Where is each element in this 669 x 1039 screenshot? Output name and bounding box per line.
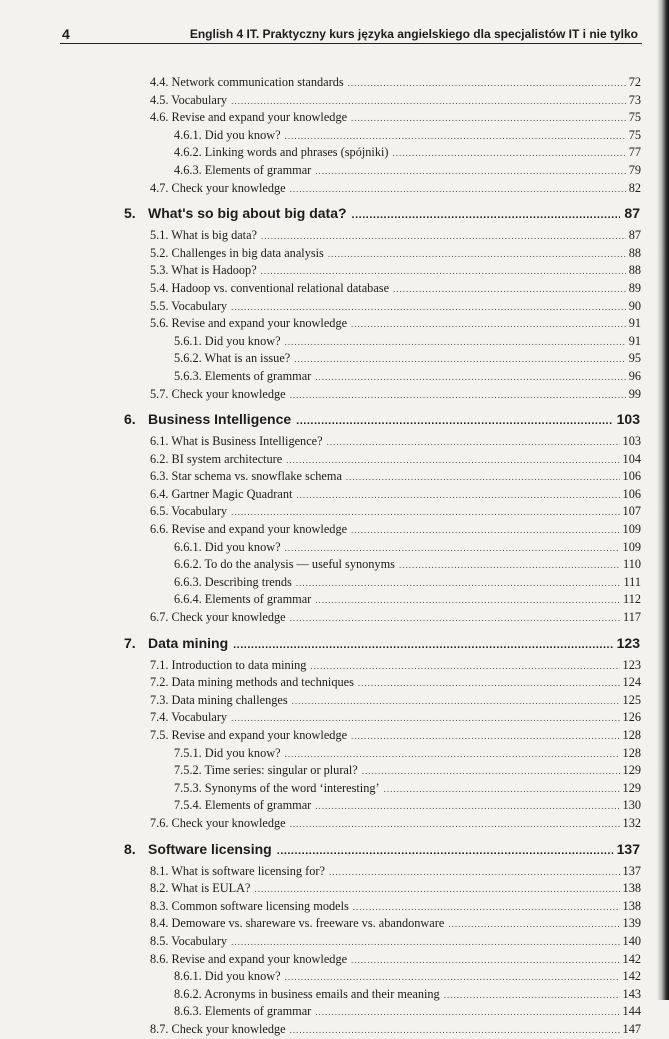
toc-entry-title: 8.3. Common software licensing models — [150, 898, 349, 913]
toc-entry — [0, 433, 641, 451]
toc-entry-title: 4.6.3. Elements of grammar — [174, 162, 312, 177]
toc-leader-dots — [231, 93, 626, 110]
toc-entry-page: 79 — [628, 162, 641, 177]
toc-entry — [0, 762, 641, 780]
toc-entry-title: 6.6.4. Elements of grammar — [174, 592, 312, 607]
toc-entry-title: 7.5.2. Time series: singular or plural? — [174, 763, 358, 778]
toc-entry-page: 106 — [622, 469, 641, 484]
toc-entry-title: 7.5.4. Elements of grammar — [174, 798, 312, 813]
toc-entry-title: 5.6.1. Did you know? — [174, 333, 281, 348]
toc-entry-title: 6.4. Gartner Magic Quadrant — [150, 486, 293, 501]
toc-entry — [0, 368, 641, 386]
toc-entry-title: 7.4. Vocabulary — [150, 710, 228, 725]
chapter-title: Software licensing — [148, 840, 272, 857]
toc-entry-page: 138 — [622, 881, 641, 896]
toc-entry-page: 96 — [628, 368, 641, 383]
toc-entry-page: 95 — [628, 351, 641, 366]
toc-entry-title: 7.5.3. Synonyms of the word ‘interesting’ — [174, 780, 380, 795]
toc-leader-dots — [285, 746, 620, 763]
chapter-title: Data mining — [148, 634, 229, 651]
toc-entry — [0, 933, 641, 951]
toc-entry-page: 128 — [622, 728, 641, 742]
toc-leader-dots — [286, 452, 619, 469]
toc-entry — [0, 451, 641, 469]
toc-leader-dots — [294, 351, 625, 368]
toc-entry-title: 5.6.2. What is an issue? — [174, 351, 291, 366]
toc-leader-dots — [328, 246, 626, 263]
toc-entry — [0, 709, 641, 727]
toc-entry-page: 139 — [622, 916, 641, 931]
toc-entry — [0, 486, 641, 504]
toc-entry-page: 124 — [622, 675, 641, 690]
toc-leader-dots — [329, 864, 620, 881]
chapter-number: 7. — [124, 634, 136, 651]
toc-entry-page: 91 — [628, 316, 641, 331]
toc-leader-dots — [315, 592, 620, 609]
toc-entry-page: 112 — [623, 592, 641, 607]
toc-entry — [0, 657, 641, 675]
toc-entry — [0, 780, 641, 798]
toc-leader-dots — [290, 387, 626, 404]
chapter-heading — [0, 410, 640, 431]
toc-entry-title: 8.1. What is software licensing for? — [150, 863, 325, 878]
toc-leader-dots — [285, 540, 620, 557]
toc-entry-page: 109 — [622, 522, 641, 537]
toc-leader-dots — [261, 263, 626, 280]
toc-entry-page: 88 — [628, 263, 641, 278]
toc-entry — [0, 556, 641, 574]
toc-entry-title: 7.1. Introduction to data mining — [150, 657, 307, 672]
toc-entry-title: 4.6.1. Did you know? — [174, 127, 281, 142]
toc-entry-title: 6.2. BI system architecture — [150, 451, 283, 466]
toc-leader-dots — [315, 369, 625, 386]
toc-leader-dots — [393, 281, 626, 298]
toc-entry — [0, 727, 641, 745]
toc-entry-title: 6.6.1. Did you know? — [174, 539, 281, 554]
toc-entry-title: 7.2. Data mining methods and techniques — [150, 675, 354, 690]
toc-entry-page: 88 — [628, 245, 641, 260]
toc-entry — [0, 609, 641, 627]
toc-entry-page: 103 — [622, 434, 641, 449]
toc-leader-dots — [261, 228, 626, 245]
toc-entry-title: 8.6.3. Elements of grammar — [174, 1004, 312, 1019]
toc-entry-page: 110 — [623, 557, 641, 572]
toc-entry-title: 4.4. Network communication standards — [150, 75, 344, 89]
toc-entry-page: 123 — [622, 657, 641, 672]
toc-leader-dots — [358, 675, 620, 692]
toc-entry-page: 147 — [622, 1021, 641, 1036]
toc-entry-page: 132 — [622, 815, 641, 830]
chapter-title: Business Intelligence — [148, 411, 292, 428]
toc-entry — [0, 1021, 641, 1039]
toc-entry — [0, 815, 641, 833]
toc-leader-dots — [290, 1022, 620, 1039]
toc-entry-title: 4.6. Revise and expand your knowledge — [150, 110, 348, 125]
toc-leader-dots — [327, 434, 620, 451]
toc-entry-page: 107 — [622, 504, 641, 519]
toc-entry — [0, 1003, 641, 1021]
chapter-heading — [0, 840, 640, 861]
toc-entry-page: 106 — [622, 486, 641, 501]
toc-entry-page: 75 — [628, 110, 641, 125]
toc-entry-title: 5.2. Challenges in big data analysis — [150, 245, 324, 260]
toc-entry-title: 4.7. Check your knowledge — [150, 180, 286, 195]
toc-entry — [0, 162, 641, 180]
toc-leader-dots — [352, 206, 621, 225]
chapter-page: 103 — [616, 411, 640, 428]
chapter-heading — [0, 204, 640, 225]
chapter-heading — [0, 634, 640, 655]
toc-entry-page: 129 — [622, 780, 641, 795]
toc-entry — [0, 333, 641, 351]
toc-entry — [0, 591, 641, 609]
toc-entry — [0, 968, 641, 986]
toc-entry-page: 138 — [622, 898, 641, 913]
toc-leader-dots — [292, 693, 620, 710]
toc-entry — [0, 280, 641, 298]
toc-entry-title: 6.6.2. To do the analysis — useful synonyms — [174, 557, 395, 572]
toc-entry-page: 104 — [622, 451, 641, 466]
chapter-page: 123 — [616, 634, 640, 651]
header-rule — [60, 43, 642, 44]
toc-entry-page: 75 — [628, 127, 641, 142]
running-title: English 4 IT. Praktyczny kurs języka angielskiego dla specjalistów IT i nie tylko — [189, 27, 638, 41]
toc-entry — [0, 986, 641, 1004]
toc-leader-dots — [351, 110, 626, 127]
toc-leader-dots — [285, 334, 626, 351]
toc-leader-dots — [290, 181, 626, 198]
toc-entry — [0, 898, 641, 916]
toc-entry — [0, 92, 641, 110]
toc-leader-dots — [231, 299, 626, 316]
toc-entry-page: 109 — [622, 539, 641, 554]
toc-entry — [0, 245, 641, 263]
toc-entry-title: 5.7. Check your knowledge — [150, 386, 286, 401]
toc-leader-dots — [362, 763, 620, 780]
table-of-contents — [0, 74, 669, 1039]
toc-entry — [0, 915, 641, 933]
toc-entry-title: 8.7. Check your knowledge — [150, 1021, 286, 1036]
toc-entry-title: 8.2. What is EULA? — [150, 881, 251, 896]
toc-entry-page: 90 — [628, 298, 641, 313]
toc-entry-title: 7.5. Revise and expand your knowledge — [150, 728, 348, 742]
toc-entry-title: 6.3. Star schema vs. snowflake schema — [150, 469, 342, 484]
toc-leader-dots — [351, 952, 620, 969]
toc-entry — [0, 468, 641, 486]
toc-entry — [0, 74, 641, 92]
toc-entry-title: 5.4. Hadoop vs. conventional relational database — [150, 280, 390, 295]
toc-entry-title: 4.6.2. Linking words and phrases (spójniki) — [174, 145, 389, 160]
toc-entry-page: 73 — [628, 92, 641, 107]
toc-entry-page: 140 — [622, 933, 641, 948]
toc-leader-dots — [296, 487, 619, 504]
chapter-page: 87 — [624, 205, 640, 222]
toc-leader-dots — [233, 636, 613, 655]
toc-entry — [0, 539, 641, 557]
toc-entry — [0, 127, 641, 145]
toc-entry-page: 77 — [628, 145, 641, 160]
toc-leader-dots — [310, 658, 619, 675]
toc-leader-dots — [353, 899, 620, 916]
toc-entry-title: 8.6.1. Did you know? — [174, 969, 281, 984]
toc-entry-title: 8.4. Demoware vs. shareware vs. freeware vs. abandonware — [150, 916, 445, 931]
toc-entry-page: 91 — [628, 333, 641, 348]
toc-entry — [0, 745, 641, 763]
toc-entry-title: 4.5. Vocabulary — [150, 92, 228, 107]
toc-entry-title: 5.5. Vocabulary — [150, 298, 228, 313]
toc-leader-dots — [346, 469, 620, 486]
toc-entry — [0, 863, 641, 881]
toc-entry — [0, 521, 641, 539]
toc-leader-dots — [448, 916, 619, 933]
toc-entry — [0, 262, 641, 280]
toc-entry — [0, 227, 641, 245]
page-number: 4 — [62, 26, 70, 42]
toc-leader-dots — [351, 728, 620, 745]
toc-entry-title: 7.5.1. Did you know? — [174, 745, 281, 760]
toc-entry — [0, 692, 641, 710]
toc-entry-page: 128 — [622, 745, 641, 760]
chapter-number: 6. — [124, 411, 136, 428]
toc-entry-title: 6.1. What is Business Intelligence? — [150, 434, 323, 449]
toc-leader-dots — [285, 128, 626, 145]
toc-leader-dots — [231, 710, 619, 727]
toc-entry — [0, 386, 641, 404]
toc-entry-page: 142 — [622, 951, 641, 966]
toc-entry — [0, 574, 641, 592]
toc-leader-dots — [393, 145, 626, 162]
chapter-title: What's so big about big data? — [148, 205, 347, 222]
toc-entry-page: 72 — [628, 75, 641, 89]
chapter-number: 8. — [124, 840, 136, 857]
toc-leader-dots — [255, 881, 620, 898]
toc-entry-title: 6.7. Check your knowledge — [150, 610, 286, 625]
toc-leader-dots — [399, 557, 620, 574]
toc-entry-page: 87 — [628, 228, 641, 243]
toc-leader-dots — [348, 75, 626, 92]
toc-entry-page: 130 — [622, 798, 641, 813]
toc-entry-page: 137 — [622, 863, 641, 878]
toc-entry-page: 144 — [622, 1004, 641, 1019]
toc-entry — [0, 674, 641, 692]
toc-entry-title: 8.6.2. Acronyms in business emails and their meaning — [174, 986, 440, 1001]
chapter-page: 137 — [616, 840, 640, 857]
toc-entry — [0, 144, 641, 162]
toc-leader-dots — [285, 969, 620, 986]
toc-leader-dots — [231, 934, 619, 951]
toc-entry — [0, 503, 641, 521]
toc-entry-page: 99 — [628, 386, 641, 401]
toc-entry-title: 5.6. Revise and expand your knowledge — [150, 316, 348, 331]
toc-entry — [0, 315, 641, 333]
toc-entry — [0, 180, 641, 198]
toc-entry — [0, 951, 641, 969]
toc-entry — [0, 797, 641, 815]
toc-entry-title: 5.6.3. Elements of grammar — [174, 368, 312, 383]
toc-entry-title: 6.6.3. Describing trends — [174, 574, 292, 589]
toc-leader-dots — [351, 316, 626, 333]
chapter-number: 5. — [124, 205, 136, 222]
toc-leader-dots — [290, 816, 620, 833]
toc-leader-dots — [315, 1004, 619, 1021]
toc-leader-dots — [444, 987, 620, 1004]
toc-entry-page: 117 — [623, 610, 641, 625]
toc-entry — [0, 298, 641, 316]
toc-entry-title: 6.6. Revise and expand your knowledge — [150, 522, 348, 537]
toc-entry — [0, 880, 641, 898]
toc-entry-page: 82 — [628, 180, 641, 195]
toc-leader-dots — [315, 163, 625, 180]
toc-leader-dots — [315, 798, 619, 815]
toc-leader-dots — [384, 781, 620, 798]
toc-leader-dots — [277, 842, 613, 861]
toc-entry-title: 8.6. Revise and expand your knowledge — [150, 951, 348, 966]
toc-entry-title: 8.5. Vocabulary — [150, 933, 228, 948]
toc-entry-title: 5.1. What is big data? — [150, 228, 258, 243]
toc-entry-page: 129 — [622, 763, 641, 778]
toc-entry-title: 7.6. Check your knowledge — [150, 815, 286, 830]
toc-entry-page: 143 — [622, 986, 641, 1001]
toc-entry-page: 89 — [628, 280, 641, 295]
toc-leader-dots — [296, 412, 612, 431]
toc-entry-title: 7.3. Data mining challenges — [150, 692, 288, 707]
toc-leader-dots — [290, 610, 620, 627]
toc-entry-title: 5.3. What is Hadoop? — [150, 263, 257, 278]
toc-entry — [0, 109, 641, 127]
toc-leader-dots — [351, 522, 620, 539]
page-header — [0, 20, 640, 50]
toc-entry-page: 142 — [622, 969, 641, 984]
toc-entry — [0, 350, 641, 368]
toc-leader-dots — [296, 575, 621, 592]
toc-entry-title: 6.5. Vocabulary — [150, 504, 228, 519]
toc-leader-dots — [231, 504, 619, 521]
toc-entry-page: 125 — [622, 692, 641, 707]
toc-entry-page: 111 — [623, 574, 641, 589]
toc-entry-page: 126 — [622, 710, 641, 725]
